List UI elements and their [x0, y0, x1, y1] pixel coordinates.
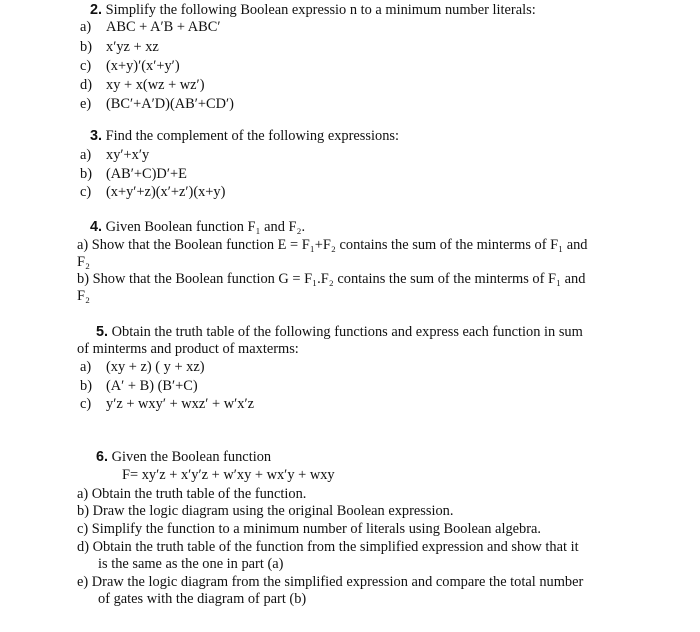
- q6-part-b: b) Draw the logic diagram using the original Boolean expression.: [77, 503, 454, 519]
- item-label: c): [80, 396, 92, 412]
- item-text: x′yz + xz: [106, 39, 159, 55]
- q6-heading: [96, 449, 271, 466]
- item-label: c): [80, 184, 92, 200]
- item-label: b): [80, 378, 92, 394]
- item-text: (x+y)′(x′+y′): [106, 58, 180, 74]
- item-text: (BC′+A′D)(AB′+CD′): [106, 96, 234, 112]
- item-label: b): [80, 39, 92, 55]
- q6-number: 6.: [96, 449, 109, 465]
- q2-heading: [90, 2, 536, 19]
- q2-item-d: [80, 77, 205, 94]
- item-text: (AB′+C)D′+E: [106, 166, 187, 182]
- q3-item-c: [80, 184, 225, 201]
- item-label: b): [80, 166, 92, 182]
- q5-item-b: [80, 378, 198, 395]
- q6-part-e-cont: of gates with the diagram of part (b): [98, 591, 307, 607]
- item-label: d): [80, 77, 92, 93]
- q3-title: Find the complement of the following expressions:: [105, 128, 399, 144]
- item-text: y′z + wxy′ + wxz′ + w′x′z: [106, 396, 254, 412]
- q4-part-a-cont: F₂: [77, 254, 91, 270]
- item-text: (A′ + B) (B′+C): [106, 378, 198, 394]
- item-text: ABC + A′B + ABC′: [106, 19, 221, 35]
- q6-part-c: c) Simplify the function to a minimum number of literals using Boolean algebra.: [77, 521, 541, 537]
- item-label: a): [80, 359, 92, 375]
- q5-title-cont: of minterms and product of maxterms:: [77, 341, 299, 357]
- q5-item-c: [80, 396, 254, 413]
- q2-title: Simplify the following Boolean expressio n to a minimum number literals:: [105, 2, 536, 18]
- q2-number: 2.: [90, 2, 103, 18]
- q4-part-b-cont: F₂: [77, 288, 91, 304]
- q3-number: 3.: [90, 128, 103, 144]
- item-label: e): [80, 96, 92, 112]
- item-text: xy + x(wz + wz′): [106, 77, 205, 93]
- q6-function: F= xy′z + x′y′z + w′xy + wx′y + wxy: [122, 467, 335, 483]
- q3-item-a: [80, 147, 149, 164]
- q6-part-d-cont: is the same as the one in part (a): [98, 556, 284, 572]
- q5-title: Obtain the truth table of the following functions and express each function in sum: [111, 324, 583, 340]
- q2-item-a: [80, 19, 221, 36]
- q2-item-c: [80, 58, 180, 75]
- q5-item-a: [80, 359, 205, 376]
- q6-part-e: e) Draw the logic diagram from the simplified expression and compare the total number: [77, 574, 584, 590]
- q6-title: Given the Boolean function: [111, 449, 272, 465]
- q6-part-d: d) Obtain the truth table of the function from the simplified expression and show that it: [77, 539, 579, 555]
- item-text: xy′+x′y: [106, 147, 150, 163]
- item-text: (x+y′+z)(x′+z′)(x+y): [106, 184, 226, 200]
- q4-number: 4.: [90, 219, 103, 235]
- item-label: a): [80, 19, 92, 35]
- q4-part-a: a) Show that the Boolean function E = F₁+F₂ contains the sum of the minterms of F₁ and: [77, 237, 588, 253]
- item-text: (xy + z) ( y + xz): [106, 359, 205, 375]
- q5-number: 5.: [96, 324, 109, 340]
- q2-item-b: [80, 39, 159, 56]
- q3-heading: [90, 128, 399, 145]
- q4-heading: [90, 219, 305, 236]
- q6-part-a: a) Obtain the truth table of the function.: [77, 486, 307, 502]
- q5-heading: [96, 324, 583, 341]
- item-label: a): [80, 147, 92, 163]
- q3-item-b: [80, 166, 187, 183]
- q2-item-e: [80, 96, 234, 113]
- q4-part-b: b) Show that the Boolean function G = F₁.F₂ contains the sum of the minterms of F₁ and: [77, 271, 586, 287]
- item-label: c): [80, 58, 92, 74]
- q4-title: Given Boolean function F₁ and F₂.: [105, 219, 306, 235]
